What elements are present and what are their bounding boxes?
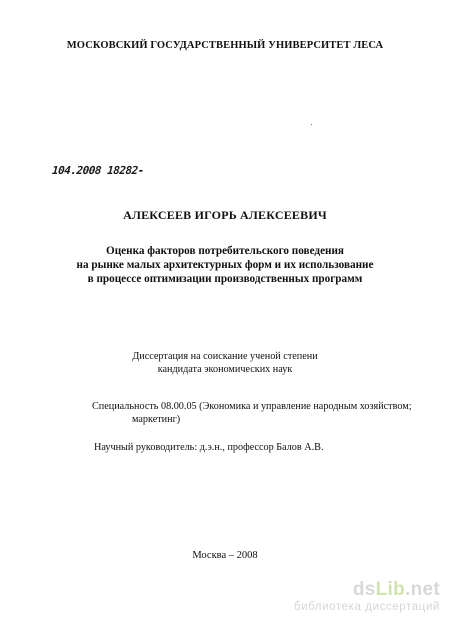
- watermark-logo-accent: Lib: [375, 579, 406, 600]
- specialty-statement: [92, 400, 422, 426]
- thesis-title: [0, 244, 450, 286]
- degree-statement: [0, 350, 450, 376]
- watermark: [294, 580, 440, 614]
- scan-speck: [311, 124, 312, 125]
- supervisor: Научный руководитель: д.э.н., профессор Балов А.В.: [94, 442, 324, 453]
- thesis-title-line: Оценка факторов потребительского поведения: [106, 245, 344, 257]
- city-year: Москва – 2008: [192, 550, 258, 561]
- watermark-logo-part: ds: [352, 579, 376, 600]
- thesis-title-line: на рынке малых архитектурных форм и их использование: [76, 259, 374, 271]
- degree-line: кандидата экономических наук: [157, 364, 293, 375]
- degree-line: Диссертация на соискание ученой степени: [132, 351, 318, 362]
- library-stamp: 104.2008 18282-: [51, 164, 145, 177]
- thesis-title-line: в процессе оптимизации производственных программ: [87, 273, 363, 285]
- specialty-line: Специальность 08.00.05 (Экономика и управление народным хозяйством;: [92, 401, 412, 412]
- specialty-line: маркетинг): [132, 414, 181, 425]
- author-name: АЛЕКСЕЕВ ИГОРЬ АЛЕКСЕЕВИЧ: [123, 208, 327, 222]
- watermark-logo-part: .net: [405, 579, 440, 600]
- watermark-subtitle: библиотека диссертаций: [293, 601, 440, 613]
- university-name: МОСКОВСКИЙ ГОСУДАРСТВЕННЫЙ УНИВЕРСИТЕТ ЛЕСА: [66, 40, 384, 51]
- watermark-logo: [294, 580, 440, 600]
